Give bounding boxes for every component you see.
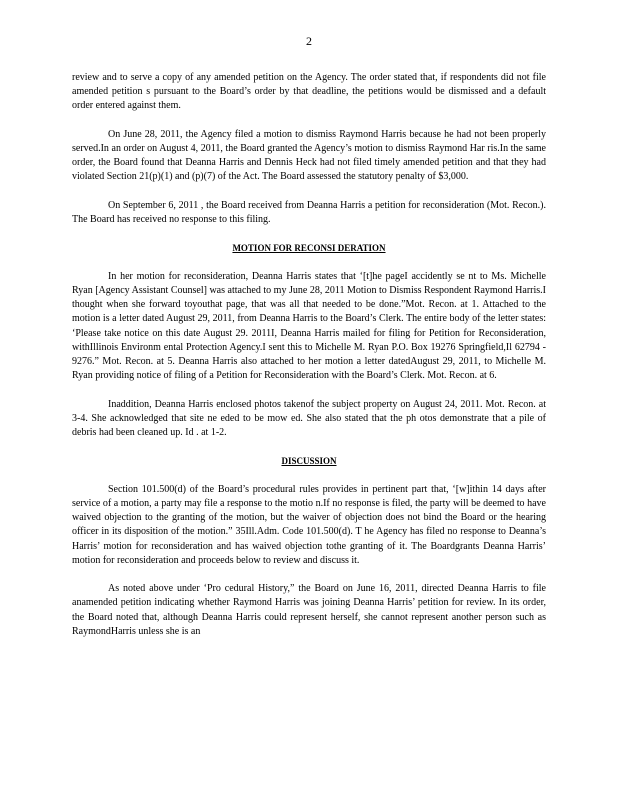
section-heading-discussion: DISCUSSION [281,456,337,467]
paragraph-motion-summary: In her motion for reconsideration, Deanna Harris states that ‘[t]he pageI accidently se nt to Ms. Michelle Ryan [Agency Assistant Counsel] was attached to my June 28, 2011 Motion to Dismiss Respondent Raymond Harris.I thought when she forward toyouthat page, that was all that needed to be done.”Mot. Recon. at 1. Attached to the motion is a letter dated August 29, 2011, from Deanna Harris to the Board’s Clerk. The entire body of the letter states: ‘Please take notice on this date August 29. 2011I, Deanna Harris mailed for filing for Petition for Reconsideration, withIllinois Environm ental Protection Agency.I sent this to Michelle M. Ryan P.O. Box 19276 Springfield,Il 62794 - 9276.” Mot. Recon. at 5. Deanna Harris also attached to her motion a letter datedAugust 29, 2011, to Michelle M. Ryan providing notice of filing of a Petition for Reconsideration with the Board’s Clerk. Mot. Recon. at 6. [72,270,546,382]
paragraph-photos: Inaddition, Deanna Harris enclosed photos takenof the subject property on August 24, 2011. Mot. Recon. at 3-4. She acknowledged that site ne eded to be mow ed. She also stated that the ph otos demonstrate that a pile of debris had been cleaned up. Id . at 1-2. [72,398,546,438]
paragraph-procedural-history: As noted above under ‘Pro cedural History,” the Board on June 16, 2011, directed Deanna Harris to file anamended petition indicating whether Raymond Harris was joining Deanna Harris’ petition for review. In its order, the Board noted that, although Deanna Harris could represent herself, she cannot represent another person such as RaymondHarris unless she is an [72,583,546,637]
paragraph-discussion-rule: Section 101.500(d) of the Board’s procedural rules provides in pertinent part that, ‘[w]ithin 14 days after service of a motion, a party may file a response to the motio n.If no response is filed, the party will be deemed to have waived objection to the granting of the motion, but the waiver of objection does not bind the Board or the hearing officer in its disposition of the motion.” 35Ill.Adm. Code 101.500(d). T he Agency has filed no response to Deanna’s Harris’ motion for reconsideration and has waived objection tothe granting of it. The Boardgrants Deanna Harris’ motion for reconsideration and proceeds below to review and discuss it. [72,483,546,566]
document-body [72,71,546,653]
paragraph-agency-motion: On June 28, 2011, the Agency filed a motion to dismiss Raymond Harris because he had not been properly served.In an order on August 4, 2011, the Board granted the Agency’s motion to dismiss Raymond Har ris.In the same order, the Board found that Deanna Harris and Dennis Heck had not filed timely amended petition and that they had violated Section 21(p)(1) and (p)(7) of the Act. The Board assessed the statutory penalty of $3,000. [72,128,546,183]
page-number: 2 [306,34,312,48]
paragraph-petition-received: On September 6, 2011 , the Board received from Deanna Harris a petition for reconsideration (Mot. Recon.). The Board has received no response to this filing. [72,199,546,225]
section-heading-motion: MOTION FOR RECONSI DERATION [232,243,386,254]
paragraph-order-continuation: review and to serve a copy of any amended petition on the Agency. The order stated that, if respondents did not file amended petition s pursuant to the Board’s order by that deadline, the petitions would be dismissed and a default order entered against them. [72,72,546,112]
